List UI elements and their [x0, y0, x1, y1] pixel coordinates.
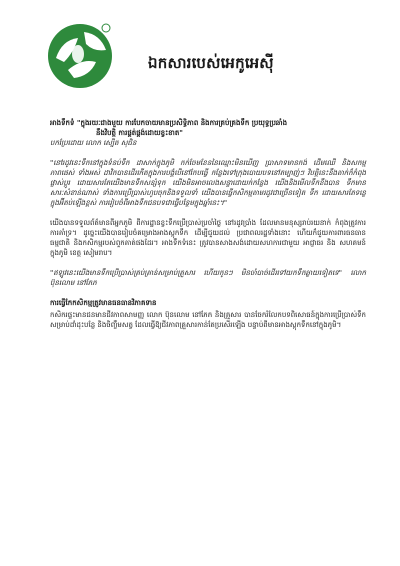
paragraph: "នៅរដូវនេះទឹកនៅក្នុងទំនប់ទឹក ដាសាក់ក្នុងភូមិ កក់ចែមខែននៃឈ្មោះមិនឃើញ ប្រាសាទមានកង់ ដើមឈើ និងសកម្មភាពផេស់ ទាំងអស់ ដាវិកបានដើរកើតក្នុងការបង្គំបើនៅកែបធ្វើ កន្លែងទៅក្រុងបោយបទនៅតម្បាញ់ៗ វិបត្តិនេះនឹងតាក់ក៏កំពុងផ្លាស់ប្តូរ ដោយសារតែយើងមានទឹកសន្សំទុក យើងមិនអាចលេងសន្ទាដោយក់កន្លែង យើងនិងមើលទឹកខឹងបាន ទឹកមានសារៈសំខាន់ណាស់ ទាំងការប្រើប្រាស់ហូបចុកនិងទទួលទាំ យើងបានធ្វើកសិកម្មតាមរដូវជាច្រើនទៀត ទឹក ដោយសារតែទន្លេក្នុងអ៊ីតប់ឡើងខ្ពស់ ការរៀបចំពីអាងទឹកជនបទជាធ្វើបន្ថែមក្នុងឆ្នាំនេះ។": [50, 159, 366, 207]
article: [50, 118, 366, 340]
section-paragraph: កសិករផ្ទះមានជនមានជីវភាពសាមញ្ញ លោក ប៊ុនលោម នៅភែភ និងគ្រួសារ បានចែករំលែកបទពិសោធន៍ក្នុងការប្រើប្រាស់ទឹកសម្រាប់ដាំដុះបន្លែ និងចិញ្ចឹមសត្វ ដែលធ្វើឱ្យជីវភាពគ្រួសារកាន់តែប្រសើរឡើង បន្ទាប់ពីមានអាងស្តុកទឹកនៅក្នុងភូមិ។: [50, 311, 366, 329]
section-heading: ការធ្វើកែកសិកម្មត្រូវមានធនធានវិភាគទាន: [50, 299, 157, 307]
page-header: [44, 18, 374, 88]
organization-name: ឯកសារបេស់អេកូអេស៊ី: [148, 54, 274, 72]
paragraph: "ឥឡូវនេះយើងមានទឹកប្រើប្រាស់គ្រប់គ្រាន់សម្រាប់គ្រួសារ ហើយកូនៗ មិនចាំបាច់ដើរទៅយកទឹកឆ្ងាយទៀតទេ" លោក ប៊ុនលោម នៅភែភ: [50, 269, 366, 287]
title-line-1: អាងទឹកទំ "ក្នុងរយៈជាងមួយ ការបែកចាយមានប្រសិទ្ធិភាព និងការគ្រប់គ្រងទឹក ប្រយុទ្ធប្រឆាំង: [50, 119, 288, 127]
byline: បកប្រែដោយ លោក ស្បើត សុជិន: [50, 139, 137, 147]
article-title: [50, 118, 366, 138]
paragraph: យើងបានទទួលព័ត៌មានពីអ្នកភូមិ ពីការដ្ឋានខ្វះទឹកប្រើប្រាស់ប្រចាំថ្ងៃ នៅរដូវប្រាំង ដែលមានមនុស្សរាប់រយនាក់ កំពុងត្រូវការការគាំទ្រ។ ដូច្នេះយើងបានរៀបចំគម្រោងអាងស្តុកទឹក ដើម្បីជួយដល់ ប្រជាពលរដ្ឋទាំងនោះ ហើយក៏ជួយការពារធនធានធម្មជាតិ និងកសិកម្មរបស់ពួកគាត់ផងដែរ។ អាងទឹកទំនេះ ត្រូវបានសាងសង់ដោយសហការជាមួយ អាជ្ញាធរ និង សហគមន៍ ក្នុងភូមិ ខេត្ត សៀមរាប។: [50, 219, 366, 257]
leaf-world-logo-icon: [44, 18, 116, 90]
title-line-2: នឹងវិបត្តិ ការផ្គត់ផ្គង់ដោយខ្វះខាត": [96, 129, 183, 137]
